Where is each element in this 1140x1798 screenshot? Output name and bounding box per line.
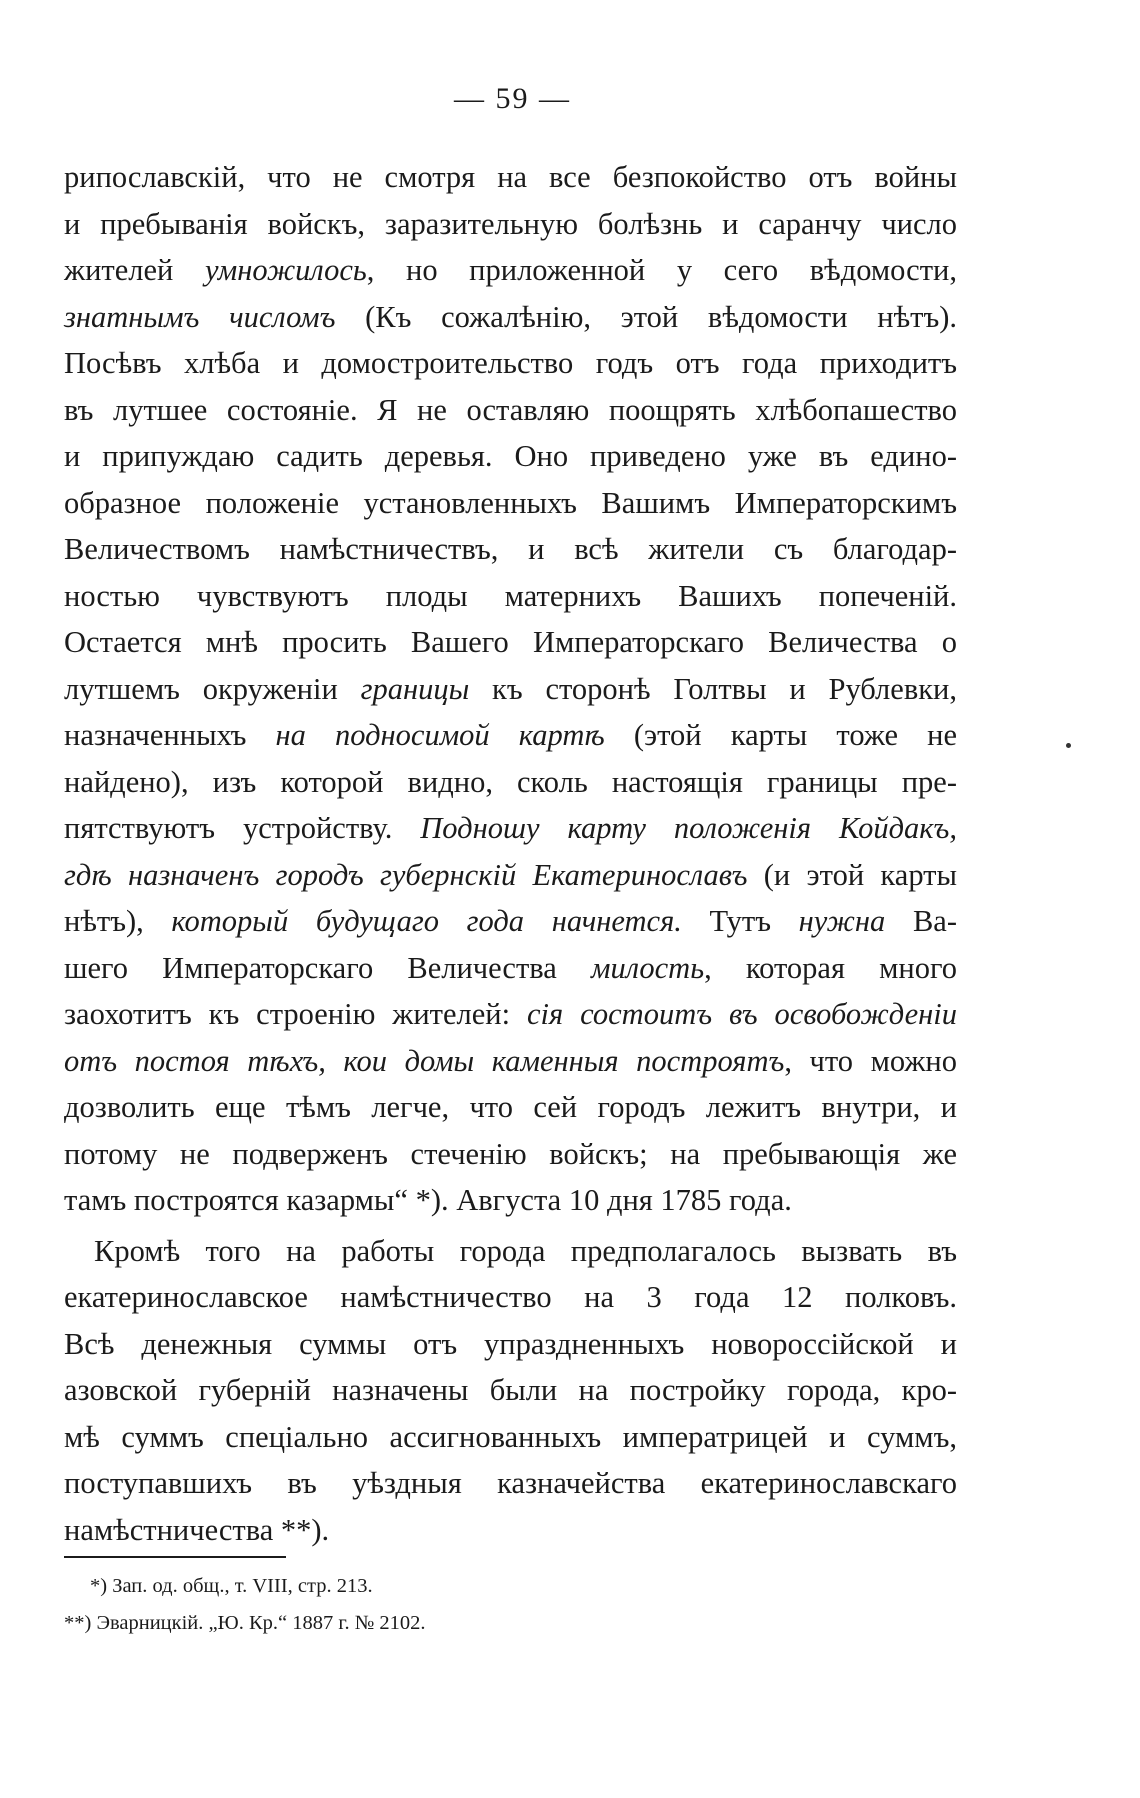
- text-run: (Къ сожалѣнію, этой вѣдомости нѣтъ).: [335, 299, 958, 334]
- text-run: , но приложенной у сего вѣдомости,: [366, 253, 957, 287]
- italic-run: который будущаго года начнется.: [171, 904, 682, 938]
- footnote-separator: [64, 1556, 286, 1558]
- text-run: найдено), изъ которой видно, сколь настоящія границы пре-: [64, 764, 957, 799]
- italic-run: сія состоитъ въ освобожденіи: [527, 997, 957, 1031]
- text-line: [64, 945, 957, 992]
- text-line: [64, 247, 957, 294]
- text-line: [64, 852, 957, 899]
- italic-run: Подношу карту положенія Койдакъ,: [420, 811, 957, 845]
- italic-run: умножилось: [204, 253, 367, 287]
- italic-run: гдѣ назначенъ городъ губернскій Екатеринославъ: [64, 857, 748, 892]
- text-run: (и этой карты: [747, 857, 957, 892]
- text-run: шего Императорскаго Величества: [64, 950, 591, 985]
- margin-speck: [1066, 743, 1071, 748]
- text-line: [64, 712, 957, 759]
- footnotes: [64, 1568, 764, 1642]
- text-run: въ лутшее состояніе. Я не оставляю поощрять хлѣбопашество: [64, 392, 957, 427]
- text-run: екатеринославское намѣстничество на 3 года 12 полковъ.: [64, 1280, 957, 1314]
- text-run: пятствуютъ устройству.: [64, 811, 421, 845]
- text-run: заохотитъ къ строенію жителей:: [64, 997, 528, 1031]
- text-line: [64, 387, 957, 434]
- text-run: образное положеніе установленныхъ Вашимъ Императорскимъ: [64, 485, 957, 520]
- text-run: , что можно: [784, 1043, 958, 1078]
- text-line: [64, 1507, 957, 1554]
- footnote-2: **) Эварницкій. „Ю. Кр.“ 1887 г. № 2102.: [64, 1612, 426, 1634]
- text-run: лутшемъ окруженіи: [64, 671, 361, 706]
- italic-run: нужна: [798, 904, 886, 938]
- text-line: [64, 1038, 957, 1085]
- text-line: [64, 759, 957, 806]
- italic-run: отъ постоя тѣхъ, кои домы каменныя построятъ: [64, 1043, 785, 1078]
- text-run: Ва-: [885, 904, 957, 938]
- text-run: Остается мнѣ просить Вашего Императорскаго Величества о: [64, 625, 957, 659]
- text-line: [64, 1131, 957, 1178]
- text-line: [64, 201, 957, 248]
- italic-run: знатнымъ числомъ: [64, 299, 336, 334]
- text-run: нѣтъ),: [64, 904, 172, 938]
- text-line: [64, 1321, 957, 1368]
- text-line: [64, 1367, 957, 1414]
- text-line: [64, 1460, 957, 1507]
- text-run: Посѣвъ хлѣба и домостроительство годъ отъ года приходитъ: [64, 346, 957, 380]
- page-number: — 59 —: [454, 82, 571, 115]
- text-line: [64, 991, 957, 1038]
- text-line: [64, 619, 957, 666]
- text-line: [64, 340, 957, 387]
- text-run: и пребыванія войскъ, заразительную болѣзнь и саранчу число: [64, 206, 957, 241]
- text-line: [64, 805, 957, 852]
- text-line: [64, 1414, 957, 1461]
- text-run: Кромѣ того на работы города предполагалось вызвать въ: [94, 1233, 957, 1268]
- text-line: [64, 526, 957, 573]
- text-run: Тутъ: [681, 904, 799, 938]
- text-line: [64, 1274, 957, 1321]
- text-run: рипославскій, что не смотря на все безпокойство отъ войны: [64, 160, 957, 194]
- text-line: [64, 480, 957, 527]
- text-run: потому не подверженъ стеченію войскъ; на пребывающія же: [64, 1136, 957, 1171]
- italic-run: милость: [591, 950, 705, 985]
- text-run: поступавшихъ въ уѣздныя казначейства екатеринославскаго: [64, 1466, 957, 1500]
- italic-run: границы: [360, 671, 470, 706]
- text-run: намѣстничества **).: [64, 1512, 330, 1547]
- text-run: ностью чувствуютъ плоды матернихъ Вашихъ попеченій.: [64, 578, 957, 613]
- text-line: [64, 433, 957, 480]
- text-line: [64, 1177, 957, 1224]
- text-run: назначенныхъ: [64, 718, 276, 752]
- text-run: тамъ построятся казармы“ *). Августа 10 дня 1785 года.: [64, 1183, 792, 1217]
- text-run: Величествомъ намѣстничествъ, и всѣ жители съ благодар-: [64, 532, 957, 566]
- text-line: [64, 573, 957, 620]
- text-line: [64, 294, 957, 341]
- text-line: [64, 1228, 957, 1275]
- text-run: Всѣ денежныя суммы отъ упраздненныхъ новороссійской и: [64, 1326, 957, 1361]
- body-text: [64, 154, 957, 1553]
- text-run: (этой карты тоже не: [604, 718, 957, 752]
- text-line: [64, 154, 957, 201]
- text-run: и припуждаю садить деревья. Оно приведено уже въ едино-: [64, 439, 957, 473]
- footnote-1: *) Зап. од. общ., т. VIII, стр. 213.: [90, 1575, 373, 1597]
- text-line: [64, 898, 957, 945]
- text-run: азовской губерній назначены были на постройку города, кро-: [64, 1373, 957, 1407]
- text-line: [64, 1084, 957, 1131]
- text-run: мѣ суммъ спеціально ассигнованныхъ императрицей и суммъ,: [64, 1419, 957, 1454]
- text-line: [64, 666, 957, 713]
- italic-run: на подносимой картѣ: [275, 718, 605, 752]
- text-run: дозволить еще тѣмъ легче, что сей городъ лежитъ внутри, и: [64, 1090, 957, 1124]
- text-run: , которая много: [704, 950, 958, 985]
- text-run: къ сторонѣ Голтвы и Рублевки,: [469, 671, 957, 706]
- text-run: жителей: [64, 253, 205, 287]
